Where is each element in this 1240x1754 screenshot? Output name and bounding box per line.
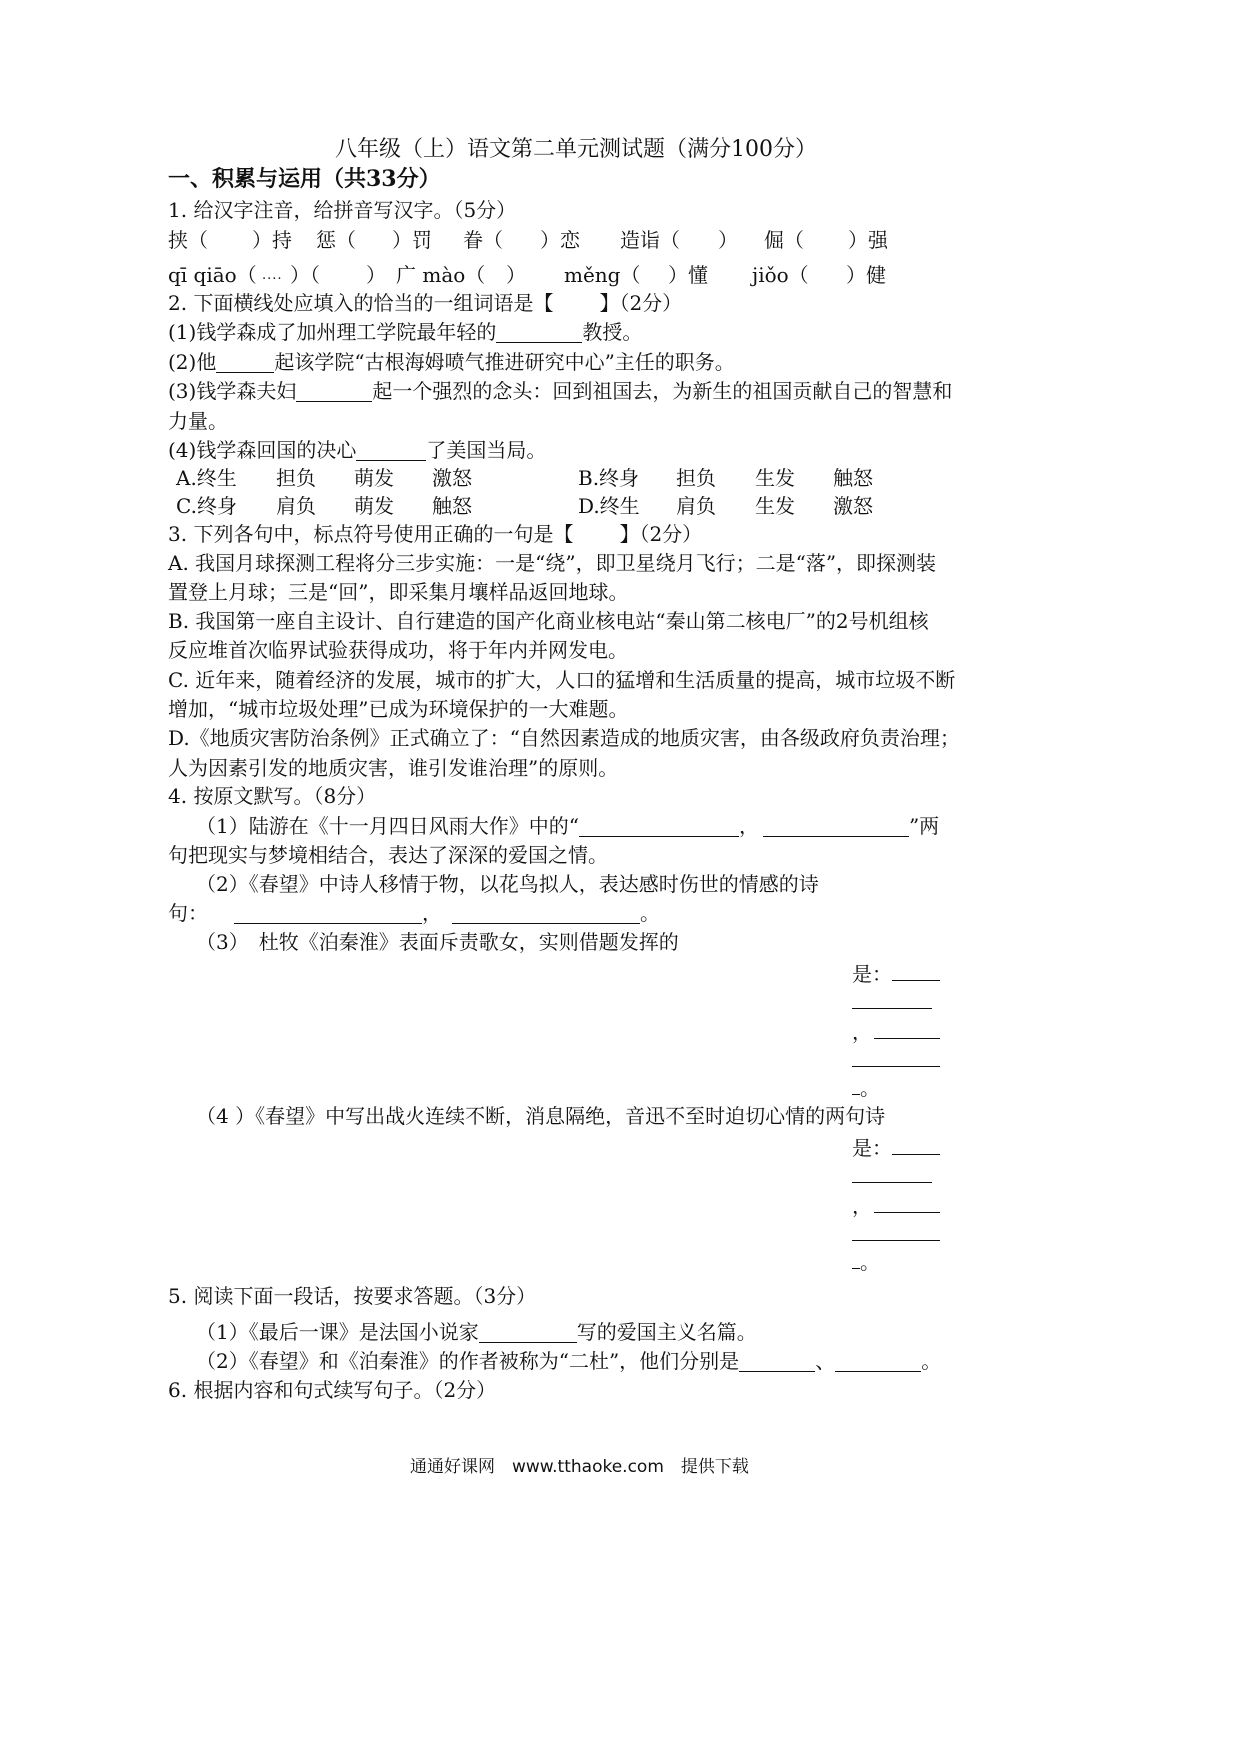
option-b-line: B. 我国第一座自主设计、自行建造的国产化商业核电站“秦山第二核电厂”的2号机组核 [168,609,929,633]
question-4-part-1-cont: 句把现实与梦境相结合，表达了深深的爱国之情。 [168,843,608,867]
option-b-word: 触怒 [833,466,873,490]
answer-label: 是： [852,962,892,986]
answer-blank[interactable] [763,816,909,837]
option-d-word: 肩负 [676,494,716,518]
question-2-sentence-2 [168,350,735,374]
question-2-sentence-4 [168,438,546,462]
option-b-line: 反应堆首次临界试验获得成功，将于年内并网发电。 [168,638,628,662]
pinyin-item: ）（ [290,263,320,287]
answer-blank[interactable] [216,352,274,373]
stem-score: 】（2分） [619,522,703,546]
answer-blank[interactable] [852,1162,932,1183]
option-d-line: 人为因素引发的地质灾害，谁引发谁治理”的原则。 [168,756,619,780]
section-heading: 一、积累与运用（共33分） [168,166,441,192]
option-c-word: 萌发 [354,494,394,518]
answer-blank[interactable] [892,960,940,981]
pinyin-item: ）健 [846,263,886,287]
page-footer: 通通好课网 www.tthaoke.com 提供下载 [410,1457,749,1477]
option-a-line: A. 我国月球探测工程将分三步实施：一是“绕”，即卫星绕月飞行；二是“落”，即探测装 [168,551,937,575]
answer-blank[interactable] [234,903,422,924]
question-4-part-3: （3） 杜牧《泊秦淮》表面斥责歌女，实则借题发挥的 [196,930,679,954]
answer-blank[interactable] [874,1192,940,1213]
hanzi-item: 惩（ [316,228,356,252]
option-c-word: C.终身 [176,494,237,518]
sentence-text: 起一个强烈的念头：回到祖国去，为新生的祖国贡献自己的智慧和 [372,379,953,403]
sentence-text: （2）《春望》和《泊秦淮》的作者被称为“二杜”，他们分别是 [196,1349,740,1373]
answer-blank[interactable] [852,1248,860,1269]
answer-blank[interactable] [852,1074,860,1095]
sentence-text: 教授。 [582,320,643,344]
hanzi-item: ）强 [848,228,888,252]
hanzi-item: 造诣（ [620,228,680,252]
answer-blank[interactable] [892,1134,940,1155]
sentence-text: (2)他 [168,350,217,374]
option-c-word: 触怒 [432,494,472,518]
stem-score: 】（2分） [599,291,683,315]
answer-blank[interactable] [852,1220,940,1241]
option-a-word: 激怒 [432,466,472,490]
question-4-stem: 4. 按原文默写。（8分） [168,784,377,808]
option-d-word: 激怒 [833,494,873,518]
pinyin-item: qī qiāo（ [168,263,257,287]
question-2-sentence-3 [168,379,952,403]
option-a-line: 置登上月球；三是“回”，即采集月壤样品返回地球。 [168,580,629,604]
answer-comma: ， [852,1020,872,1044]
sentence-text: 了美国当局。 [426,438,547,462]
answer-label: 是： [852,1136,892,1160]
pinyin-item: ）懂 [668,263,708,287]
question-4-part-2: （2）《春望》中诗人移情于物，以花鸟拟人，表达感时伤世的情感的诗 [196,872,819,896]
question-4-part-4: （4 ）《春望》中写出战火连续不断，消息隔绝，音迅不至时迫切心情的两句诗 [196,1104,886,1128]
sentence-text: (3)钱学森夫妇 [168,379,297,403]
pinyin-item: 广 mào（ [396,263,486,287]
option-a-word: 担负 [276,466,316,490]
pinyin-item: ） [366,263,386,287]
hanzi-item: ） [718,228,738,252]
question-4-part-2-answer [168,901,660,925]
question-2-stem [168,291,682,315]
option-b-word: 生发 [755,466,795,490]
sentence-text: 。 [640,901,660,925]
answer-blank[interactable] [579,816,739,837]
pinyin-item: jiǒo（ [752,263,809,287]
pinyin-item: ） [506,263,526,287]
option-a-word: 萌发 [354,466,394,490]
hanzi-item: 倔（ [764,228,804,252]
option-c-line: 增加，“城市垃圾处理”已成为环境保护的一大难题。 [168,697,629,721]
answer-blank[interactable] [852,1046,940,1067]
option-d-word: 生发 [755,494,795,518]
answer-blank[interactable] [296,381,372,402]
answer-blank[interactable] [874,1018,940,1039]
answer-blank[interactable] [739,1351,815,1372]
answer-blank[interactable] [835,1351,921,1372]
answer-period: 。 [860,1250,880,1274]
question-1-stem: 1. 给汉字注音，给拼音写汉字。（5分） [168,198,517,222]
sentence-text: 、 [815,1349,836,1373]
answer-comma: ， [852,1194,872,1218]
sentence-text: ”两 [908,814,940,838]
hanzi-item: ）罚 [392,228,432,252]
hanzi-item: 眷（ [463,228,503,252]
answer-blank[interactable] [356,440,426,461]
answer-blank[interactable] [496,322,582,343]
option-b-word: B.终身 [578,466,640,490]
hanzi-item: ）持 [252,228,292,252]
question-3-stem [168,522,702,546]
answer-blank[interactable] [452,903,640,924]
sentence-text: 句： [168,901,208,925]
stem-text: 3. 下列各句中，标点符号使用正确的一句是【 [168,522,574,546]
sentence-text: 起该学院“古根海姆喷气推进研究中心”主任的职务。 [274,350,735,374]
sentence-text: 。 [921,1349,942,1373]
answer-blank[interactable] [479,1322,577,1343]
answer-blank[interactable] [852,988,932,1009]
question-5-part-1 [196,1320,757,1344]
hanzi-item: 挟（ [168,228,208,252]
sentence-text: ， [422,901,442,925]
stem-text: 2. 下面横线处应填入的恰当的一组词语是【 [168,291,554,315]
option-c-word: 肩负 [276,494,316,518]
sentence-text: （1）《最后一课》是法国小说家 [196,1320,479,1344]
pinyin-item: měng（ [564,263,641,287]
question-5-stem: 5. 阅读下面一段话，按要求答题。（3分） [168,1284,537,1308]
option-d-line: D.《地质灾害防治条例》正式确立了：“自然因素造成的地质灾害，由各级政府负责治理； [168,726,960,750]
sentence-text: (1)钱学森成了加州理工学院最年轻的 [168,320,497,344]
sentence-text: 写的爱国主义名篇。 [576,1320,757,1344]
question-2-sentence-3-cont: 力量。 [168,409,228,433]
answer-period: 。 [860,1076,880,1100]
option-d-word: D.终生 [578,494,640,518]
sentence-text: （1）陆游在《十一月四日风雨大作》中的“ [196,814,579,838]
option-a-word: A.终生 [176,466,237,490]
option-c-line: C. 近年来，随着经济的发展，城市的扩大，人口的猛增和生活质量的提高，城市垃圾不断 [168,668,956,692]
question-2-sentence-1 [168,320,642,344]
page-title: 八年级（上）语文第二单元测试题（满分100分） [335,137,817,162]
question-4-part-1 [196,814,939,838]
question-6-stem: 6. 根据内容和句式续写句子。（2分） [168,1378,497,1402]
question-5-part-2 [196,1349,941,1373]
underdots: .... [262,268,283,283]
sentence-text: (4)钱学森回国的决心 [168,438,357,462]
hanzi-item: ）恋 [540,228,580,252]
option-b-word: 担负 [676,466,716,490]
sentence-text: ， [738,814,759,838]
